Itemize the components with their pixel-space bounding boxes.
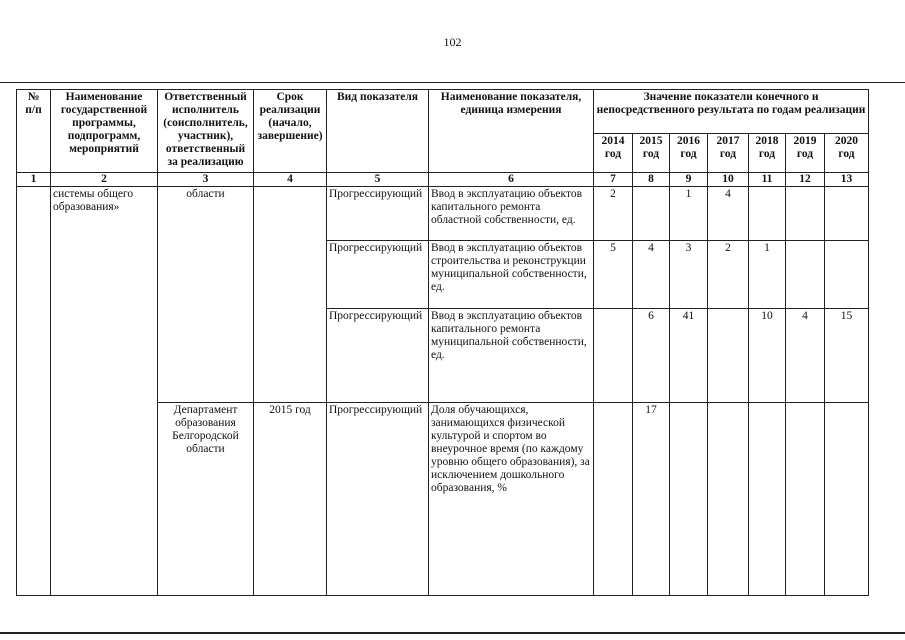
header-period: Срок реализации (начало, завершение) — [254, 90, 327, 173]
value-2017: 2 — [708, 241, 749, 309]
year-2019: 2019 год — [786, 134, 825, 173]
value-2015 — [633, 187, 670, 241]
executor-cell: Департамент образования Белгородской области — [158, 403, 254, 596]
indicator-name-cell: Ввод в эксплуатацию объектов капитального ремонта муниципальной собственности, ед. — [429, 309, 594, 403]
year-2018: 2018 год — [749, 134, 786, 173]
indicator-type-cell: Прогрессирующий — [327, 403, 429, 596]
value-2014: 2 — [594, 187, 633, 241]
column-number: 3 — [158, 173, 254, 187]
header-program: Наименование государственной программы, подпрограмм, мероприятий — [51, 90, 158, 173]
value-2019: 4 — [786, 309, 825, 403]
value-2015: 6 — [633, 309, 670, 403]
value-2014 — [594, 403, 633, 596]
header-number: № п/п — [17, 90, 51, 173]
value-2019 — [786, 241, 825, 309]
value-2019 — [786, 187, 825, 241]
year-2014: 2014 год — [594, 134, 633, 173]
column-number: 1 — [17, 173, 51, 187]
indicator-type-cell: Прогрессирующий — [327, 241, 429, 309]
value-2018 — [749, 187, 786, 241]
column-number: 5 — [327, 173, 429, 187]
column-number: 7 — [594, 173, 633, 187]
year-2020: 2020 год — [825, 134, 869, 173]
value-2016: 3 — [670, 241, 708, 309]
value-2016: 1 — [670, 187, 708, 241]
column-number: 8 — [633, 173, 670, 187]
column-number: 9 — [670, 173, 708, 187]
value-2020 — [825, 241, 869, 309]
header-indicator-name: Наименование показателя, единица измерения — [429, 90, 594, 173]
column-number: 12 — [786, 173, 825, 187]
column-numbers-row — [17, 173, 869, 187]
value-2016: 41 — [670, 309, 708, 403]
value-2015: 17 — [633, 403, 670, 596]
value-2018 — [749, 403, 786, 596]
period-cell: 2015 год — [254, 403, 327, 596]
row-number-cell — [17, 187, 51, 596]
value-2014: 5 — [594, 241, 633, 309]
header-indicator-type: Вид показателя — [327, 90, 429, 173]
period-cell — [254, 187, 327, 403]
value-2017 — [708, 403, 749, 596]
year-2015: 2015 год — [633, 134, 670, 173]
value-2015: 4 — [633, 241, 670, 309]
year-2016: 2016 год — [670, 134, 708, 173]
value-2020: 15 — [825, 309, 869, 403]
value-2016 — [670, 403, 708, 596]
indicators-table — [16, 89, 869, 596]
page-number: 102 — [443, 35, 462, 49]
value-2017: 4 — [708, 187, 749, 241]
header-row — [17, 90, 869, 134]
value-2019 — [786, 403, 825, 596]
column-number: 13 — [825, 173, 869, 187]
executor-cell: области — [158, 187, 254, 403]
column-number: 10 — [708, 173, 749, 187]
indicator-name-cell: Ввод в эксплуатацию объектов капитального ремонта областной собственности, ед. — [429, 187, 594, 241]
column-number: 11 — [749, 173, 786, 187]
value-2014 — [594, 309, 633, 403]
value-2017 — [708, 309, 749, 403]
column-number: 6 — [429, 173, 594, 187]
indicator-type-cell: Прогрессирующий — [327, 187, 429, 241]
value-2020 — [825, 187, 869, 241]
column-number: 4 — [254, 173, 327, 187]
program-name-cell: системы общего образования» — [51, 187, 158, 596]
column-number: 2 — [51, 173, 158, 187]
header-values-group: Значение показатели конечного и непосредственного результата по годам реализации — [594, 90, 869, 134]
header-executor: Ответственный исполнитель (соисполнитель, участник), ответственный за реализацию — [158, 90, 254, 173]
value-2020 — [825, 403, 869, 596]
indicator-name-cell: Доля обучающихся, занимающихся физической культурой и спортом во внеурочное время (по каждому уровню общего образования), за исключением дошкольного образования, % — [429, 403, 594, 596]
table-row — [17, 187, 869, 241]
top-rule — [0, 82, 905, 83]
value-2018: 10 — [749, 309, 786, 403]
year-2017: 2017 год — [708, 134, 749, 173]
value-2018: 1 — [749, 241, 786, 309]
indicator-name-cell: Ввод в эксплуатацию объектов строительства и реконструкции муниципальной собственности, ед. — [429, 241, 594, 309]
bottom-rule — [0, 632, 905, 634]
indicator-type-cell: Прогрессирующий — [327, 309, 429, 403]
